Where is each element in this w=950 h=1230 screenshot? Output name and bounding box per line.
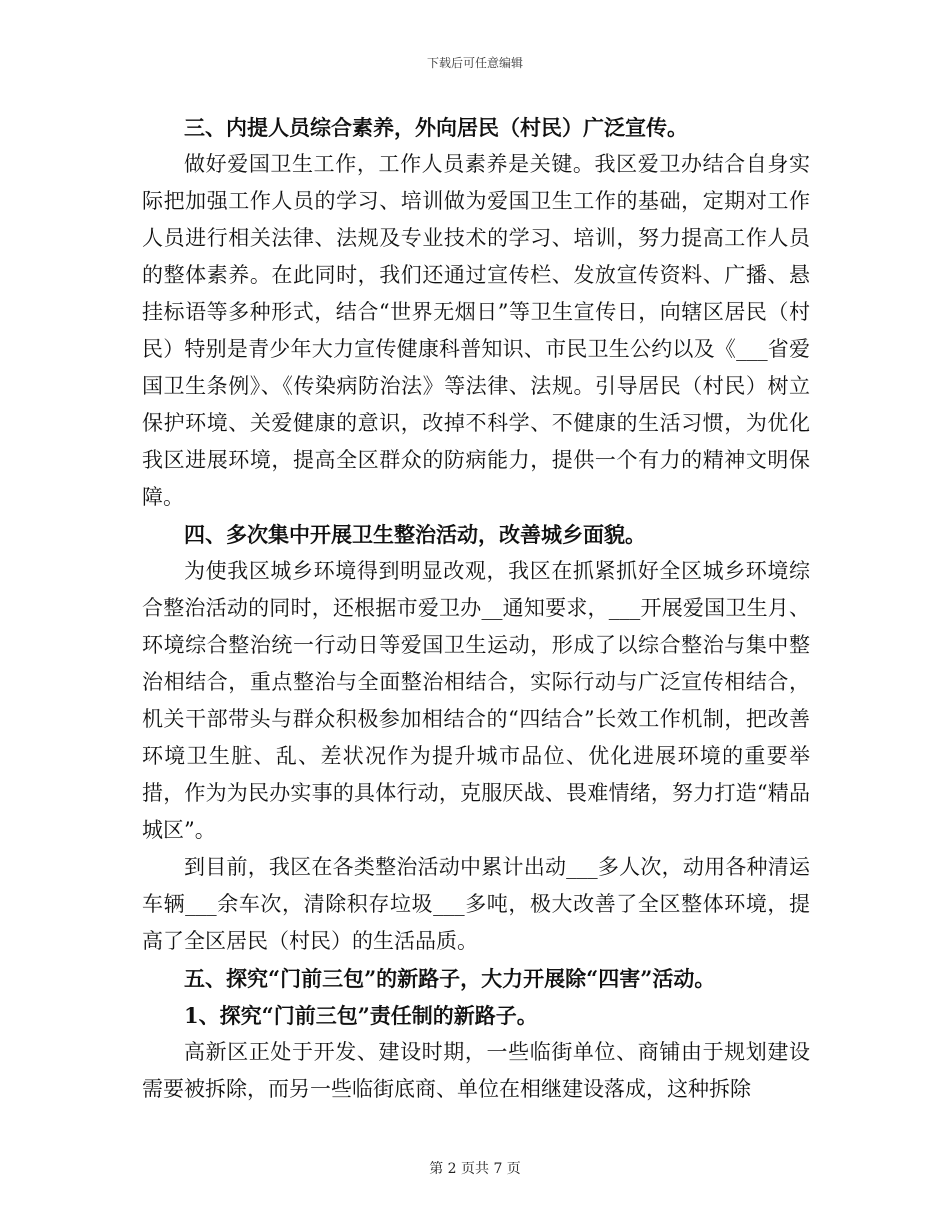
- paragraph-hi-tech-zone: 高新区正处于开发、建设时期，一些临街单位、商铺由于规划建设需要被拆除，而另一些临街底商、单位在相继建设落成，这种拆除: [142, 1040, 810, 1101]
- paragraph-sanitation-campaign: 为使我区城乡环境得到明显改观，我区在抓紧抓好全区城乡环境综合整治活动的同时，还根据市爱卫办__通知要求，___开展爱国卫生月、环境综合整治统一行动日等爱国卫生运动，形成了以综合整治与集中整治相结合，重点整治与全面整治相结合，实际行动与广泛宣传相结合，机关干部带头与群众积极参加相结合的“四结合”长效工作机制，把改善环境卫生脏、乱、差状况作为提升城市品位、优化进展环境的重要举措，作为为民办实事的具体行动，克服厌战、畏难情绪，努力打造“精品城区”。: [142, 559, 810, 842]
- page-header: 下载后可任意编辑: [426, 56, 523, 70]
- paragraph-results: 到目前，我区在各类整治活动中累计出动___多人次，动用各种清运车辆___余车次，清除积存垃圾___多吨，极大改善了全区整体环境，提高了全区居民（村民）的生活品质。: [142, 855, 810, 953]
- page-footer: 第 2 页共 7 页: [429, 1161, 521, 1177]
- paragraph-staff-training: 做好爱国卫生工作，工作人员素养是关键。我区爱卫办结合自身实际把加强工作人员的学习、培训做为爱国卫生工作的基础，定期对工作人员进行相关法律、法规及专业技术的学习、培训，努力提高工作人员的整体素养。在此同时，我们还通过宣传栏、发放宣传资料、广播、悬挂标语等多种形式，结合“世界无烟日”等卫生宣传日，向辖区居民（村民）特别是青少年大力宣传健康科普知识、市民卫生公约以及《___省爱国卫生条例》、《传染病防治法》等法律、法规。引导居民（村民）树立保护环境、关爱健康的意识，改掉不科学、不健康的生活习惯，为优化我区进展环境，提高全区群众的防病能力，提供一个有力的精神文明保障。: [142, 152, 810, 509]
- section-heading-4: 四、多次集中开展卫生整治活动，改善城乡面貌。: [184, 522, 646, 547]
- document-body: [142, 109, 810, 1108]
- subheading-5-1: 1、探究“门前三包”责任制的新路子。: [184, 1003, 538, 1028]
- section-heading-3: 三、内提人员综合素养，外向居民（村民）广泛宣传。: [184, 115, 688, 140]
- section-heading-5: 五、探究“门前三包”的新路子，大力开展除“四害”活动。: [184, 966, 716, 991]
